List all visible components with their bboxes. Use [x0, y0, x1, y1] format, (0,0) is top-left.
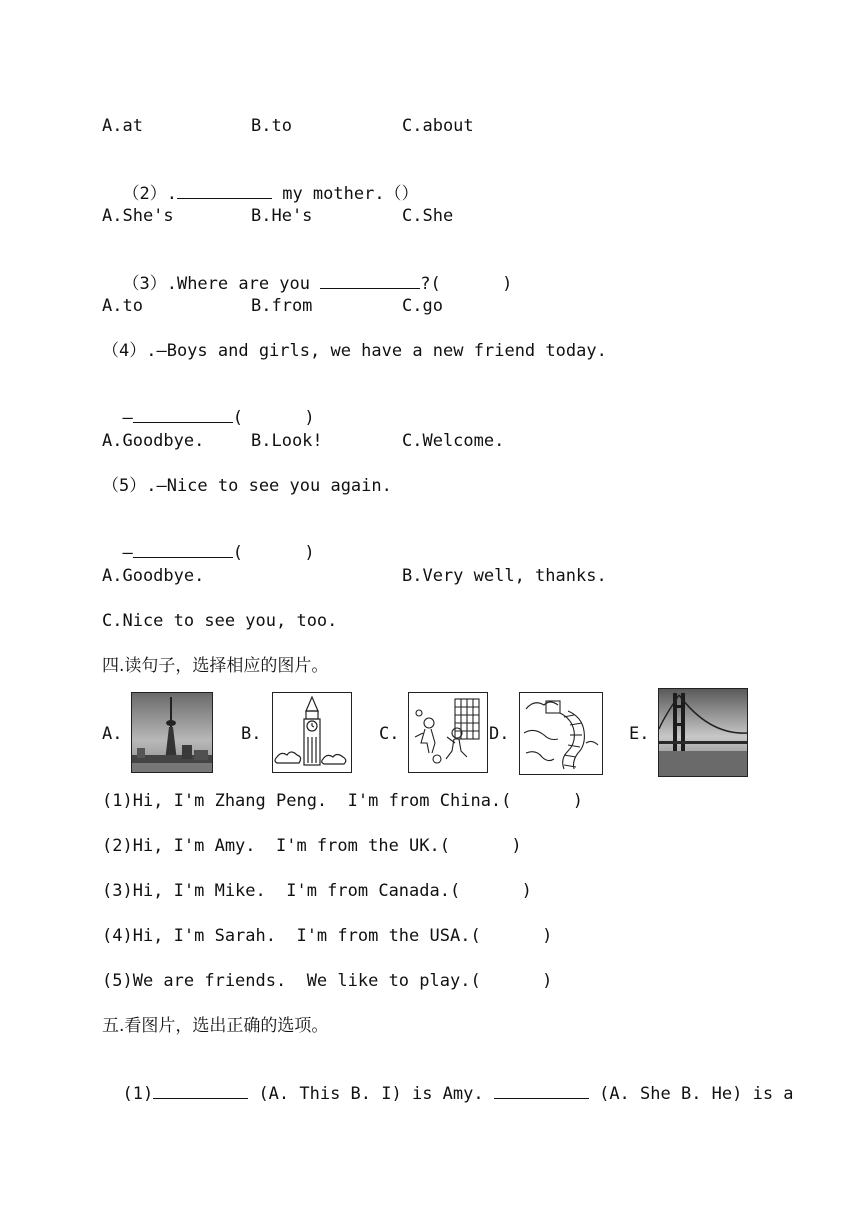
option-c: C.go [402, 296, 443, 316]
question-3 [102, 250, 512, 295]
answer-line-4 [102, 384, 315, 429]
great-wall-drawing [519, 692, 603, 775]
picture-label-c: C. [379, 724, 400, 744]
option-b: B.He's [251, 206, 313, 226]
answer-paren: ( ) [232, 408, 315, 428]
question-number: （2）. [122, 184, 177, 204]
answer-paren: ( ) [232, 543, 315, 563]
picture-label-a: A. [102, 724, 123, 744]
section-5-title: 五.看图片，选出正确的选项。 [102, 1016, 329, 1036]
answer-blank[interactable] [320, 272, 420, 289]
question-text-end: ?( ) [420, 274, 513, 294]
option-a: A.She's [102, 206, 174, 226]
option-b: B.Very well, thanks. [402, 566, 607, 586]
option-c: C.She [402, 206, 454, 226]
picture-label-e: E. [629, 724, 650, 744]
question-number: (1) [122, 1084, 154, 1104]
picture-label-b: B. [241, 724, 262, 744]
cn-tower-photo [131, 692, 213, 773]
answer-line-5 [102, 519, 315, 564]
option-c: C.Nice to see you, too. [102, 611, 338, 631]
answer-blank[interactable] [177, 182, 272, 199]
answer-blank[interactable] [494, 1082, 589, 1099]
option-a: A.Goodbye. [102, 431, 205, 451]
option-a: A.at [102, 116, 143, 136]
option-c: C.Welcome. [402, 431, 505, 451]
section-5-question-1 [102, 1060, 794, 1105]
question-text: my mother.（） [271, 184, 419, 204]
option-c: C.about [402, 116, 474, 136]
sentence-4: (4)Hi, I'm Sarah. I'm from the USA.( ) [102, 926, 553, 946]
option-a: A.to [102, 296, 143, 316]
answer-blank[interactable] [133, 541, 233, 558]
question-4: （4）.—Boys and girls, we have a new friend today. [102, 341, 607, 361]
question-text: （3）.Where are you [122, 274, 321, 294]
picture-label-d: D. [489, 724, 510, 744]
option-b: B.Look! [251, 431, 323, 451]
dash: — [122, 408, 133, 428]
sentence-2: (2)Hi, I'm Amy. I'm from the UK.( ) [102, 836, 522, 856]
sentence-5: (5)We are friends. We like to play.( ) [102, 971, 553, 991]
section-4-title: 四.读句子，选择相应的图片。 [102, 656, 329, 676]
question-text-end: (A. She B. He) is a [588, 1084, 794, 1104]
children-playing-drawing [408, 692, 488, 773]
option-b: B.from [251, 296, 313, 316]
question-2 [102, 160, 419, 205]
question-text: (A. This B. I) is Amy. [248, 1084, 494, 1104]
sentence-3: (3)Hi, I'm Mike. I'm from Canada.( ) [102, 881, 532, 901]
sentence-1: (1)Hi, I'm Zhang Peng. I'm from China.( ) [102, 791, 584, 811]
answer-blank[interactable] [153, 1082, 248, 1099]
option-b: B.to [251, 116, 292, 136]
question-5: （5）.—Nice to see you again. [102, 476, 392, 496]
big-ben-drawing [272, 692, 352, 773]
answer-blank[interactable] [133, 406, 233, 423]
golden-gate-bridge-photo [658, 688, 748, 777]
option-a: A.Goodbye. [102, 566, 205, 586]
dash: — [122, 543, 133, 563]
